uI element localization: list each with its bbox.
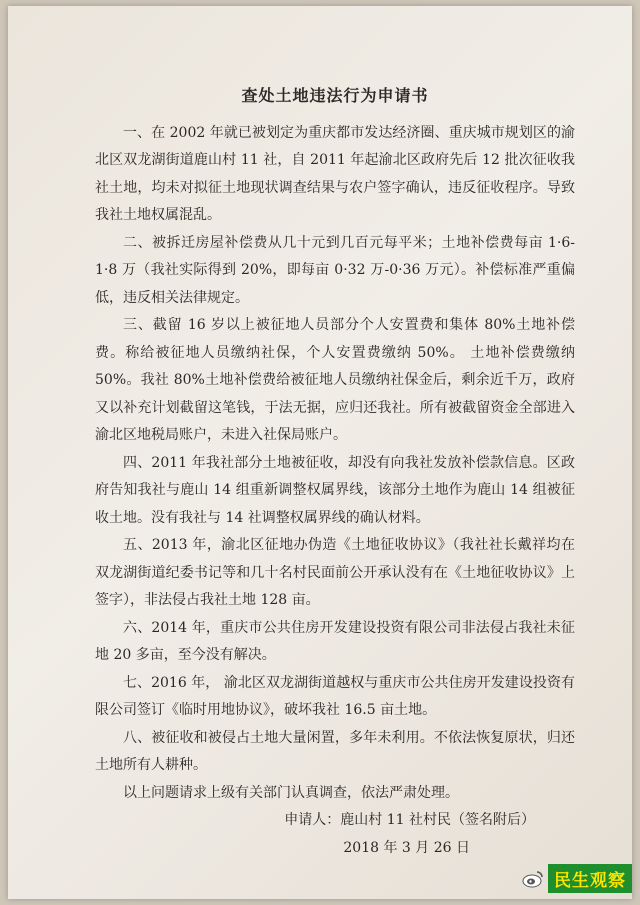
weibo-icon: [522, 870, 544, 888]
paragraph-5: 五、2013 年，渝北区征地办伪造《土地征收协议》（我社社长戴祥均在双龙湖街道纪委书记等和几十名村民面前公开承认没有在《土地征收协议》上签字），非法侵占我社土地 128 亩。: [95, 537, 575, 608]
closing-request: 以上问题请求上级有关部门认真调查，依法严肃处理。: [123, 784, 459, 801]
paragraph-7: 七、2016 年， 渝北区双龙湖街道越权与重庆市公共住房开发建设投资有限公司签订《临时用地协议》，破坏我社 16.5 亩土地。: [95, 674, 575, 718]
paragraph-6: 六、2014 年，重庆市公共住房开发建设投资有限公司非法侵占我社未征地 20 多亩，至今没有解决。: [95, 619, 575, 663]
document-date: 2018 年 3 月 26 日: [343, 839, 470, 856]
paragraph-3: 三、截留 16 岁以上被征地人员部分个人安置费和集体 80%土地补偿费。称给被征地人员缴纳社保，个人安置费缴纳 50%。 土地补偿费缴纳 50%。我社 80%土地补偿费给被征地人员缴纳社保金后，剩余近千万，政府又以补充计划截留这笔钱，于法无据，应归还我社。所有被截留资金全部进入渝北区地税局账户，未进入社保局账户。: [95, 317, 575, 443]
paragraph-8: 八、被征收和被侵占土地大量闲置，多年未利用。不依法恢复原状，归还土地所有人耕种。: [95, 729, 575, 773]
watermark: [522, 864, 632, 893]
document-title: 查处土地违法行为申请书: [241, 86, 429, 105]
paragraph-4: 四、2011 年我社部分土地被征收，却没有向我社发放补偿款信息。区政府告知我社与鹿山 14 组重新调整权属界线，该部分土地作为鹿山 14 组被征收土地。没有我社与 14 社调整权属界线的确认材料。: [95, 454, 575, 526]
paragraph-2: 二、被拆迁房屋补偿费从几十元到几百元每平米；土地补偿费每亩 1·6-1·8 万（我社实际得到 20%，即每亩 0·32 万-0·36 万元）。补偿标准严重偏低，违反相关法律规定。: [95, 234, 575, 306]
document-paper: [8, 6, 632, 899]
paragraph-1: 一、在 2002 年就已被划定为重庆都市发达经济圈、重庆城市规划区的渝北区双龙湖街道鹿山村 11 社，自 2011 年起渝北区政府先后 12 批次征收我社土地，均未对拟征土地现状调查结果与农户签字确认，违反征收程序。导致我社土地权属混乱。: [95, 124, 575, 223]
watermark-text: 民生观察: [548, 864, 632, 893]
document-body: [95, 82, 575, 862]
applicant-signature: 申请人：鹿山村 11 社村民（签名附后）: [284, 812, 535, 828]
